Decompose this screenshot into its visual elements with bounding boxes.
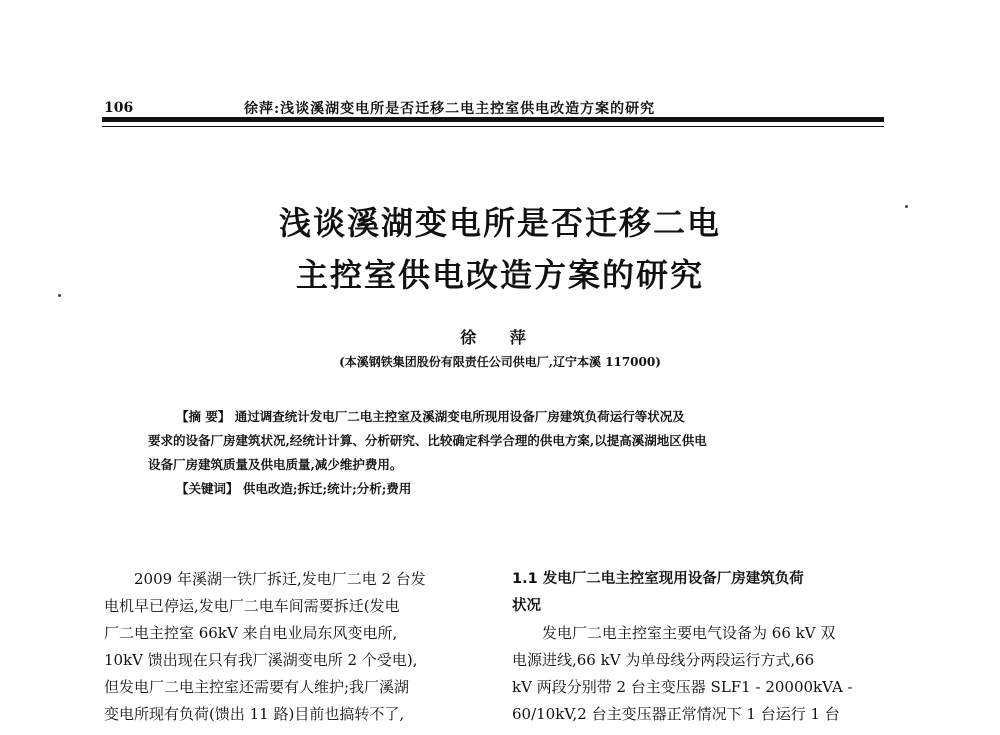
header-rule-thick — [102, 117, 884, 122]
keywords-label: 【关键词】 — [176, 481, 239, 496]
body-left-line-2: 电机早已停运,发电厂二电车间需要拆迁(发电 — [104, 597, 400, 615]
section-heading-1-1: 1.1 发电厂二电主控室现用设备厂房建筑负荷 — [512, 571, 804, 587]
abstract-line-3: 设备厂房建筑质量及供电质量,减少维护费用。 — [148, 457, 403, 472]
running-title: 徐萍:浅谈溪湖变电所是否迁移二电主控室供电改造方案的研究 — [244, 101, 656, 117]
body-right-line-2: 电源进线,66 kV 为单母线分两段运行方式,66 — [512, 651, 815, 669]
scan-speck — [58, 294, 61, 297]
article-title-line-1: 浅谈溪湖变电所是否迁移二电 — [278, 204, 721, 242]
body-left-line-4: 10kV 馈出现在只有我厂溪湖变电所 2 个受电), — [104, 651, 418, 669]
abstract-block — [148, 405, 848, 501]
author-name: 徐 萍 — [460, 328, 540, 347]
keywords-text: 供电改造;拆迁;统计;分析;费用 — [242, 481, 412, 496]
body-left-column — [104, 566, 494, 728]
body-right-column — [512, 566, 886, 728]
body-right-line-4: 60/10kV,2 台主变压器正常情况下 1 台运行 1 台 — [512, 705, 840, 723]
article-title-line-2: 主控室供电改造方案的研究 — [295, 256, 704, 294]
body-left-line-6: 变电所现有负荷(馈出 11 路)目前也搞转不了, — [104, 705, 405, 723]
abstract-line-1 — [148, 405, 848, 429]
scan-speck — [905, 205, 908, 208]
author-affiliation: (本溪钢铁集团股份有限责任公司供电厂,辽宁本溪 117000) — [339, 355, 661, 369]
abstract-label: 【摘 要】 — [176, 409, 231, 424]
body-left-line-1: 2009 年溪湖一铁厂拆迁,发电厂二电 2 台发 — [134, 570, 426, 588]
abstract-text-1: 通过调查统计发电厂二电主控室及溪湖变电所现用设备厂房建筑负荷运行等状况及 — [234, 409, 685, 424]
body-left-line-5: 但发电厂二电主控室还需要有人维护;我厂溪湖 — [104, 678, 410, 696]
body-left-line-3: 厂二电主控室 66kV 来自电业局东风变电所, — [104, 624, 398, 642]
body-right-line-1: 发电厂二电主控室主要电气设备为 66 kV 双 — [542, 624, 836, 642]
page-number: 106 — [104, 100, 134, 116]
keywords-line — [148, 477, 848, 501]
abstract-line-2: 要求的设备厂房建筑状况,经统计计算、分析研究、比较确定科学合理的供电方案,以提高溪湖地区供电 — [148, 433, 707, 448]
body-right-line-3: kV 两段分别带 2 台主变压器 SLF1 - 20000kVA - — [512, 678, 853, 696]
section-heading-1-1-cont: 状况 — [512, 598, 541, 614]
header-rule-thin — [102, 126, 884, 127]
